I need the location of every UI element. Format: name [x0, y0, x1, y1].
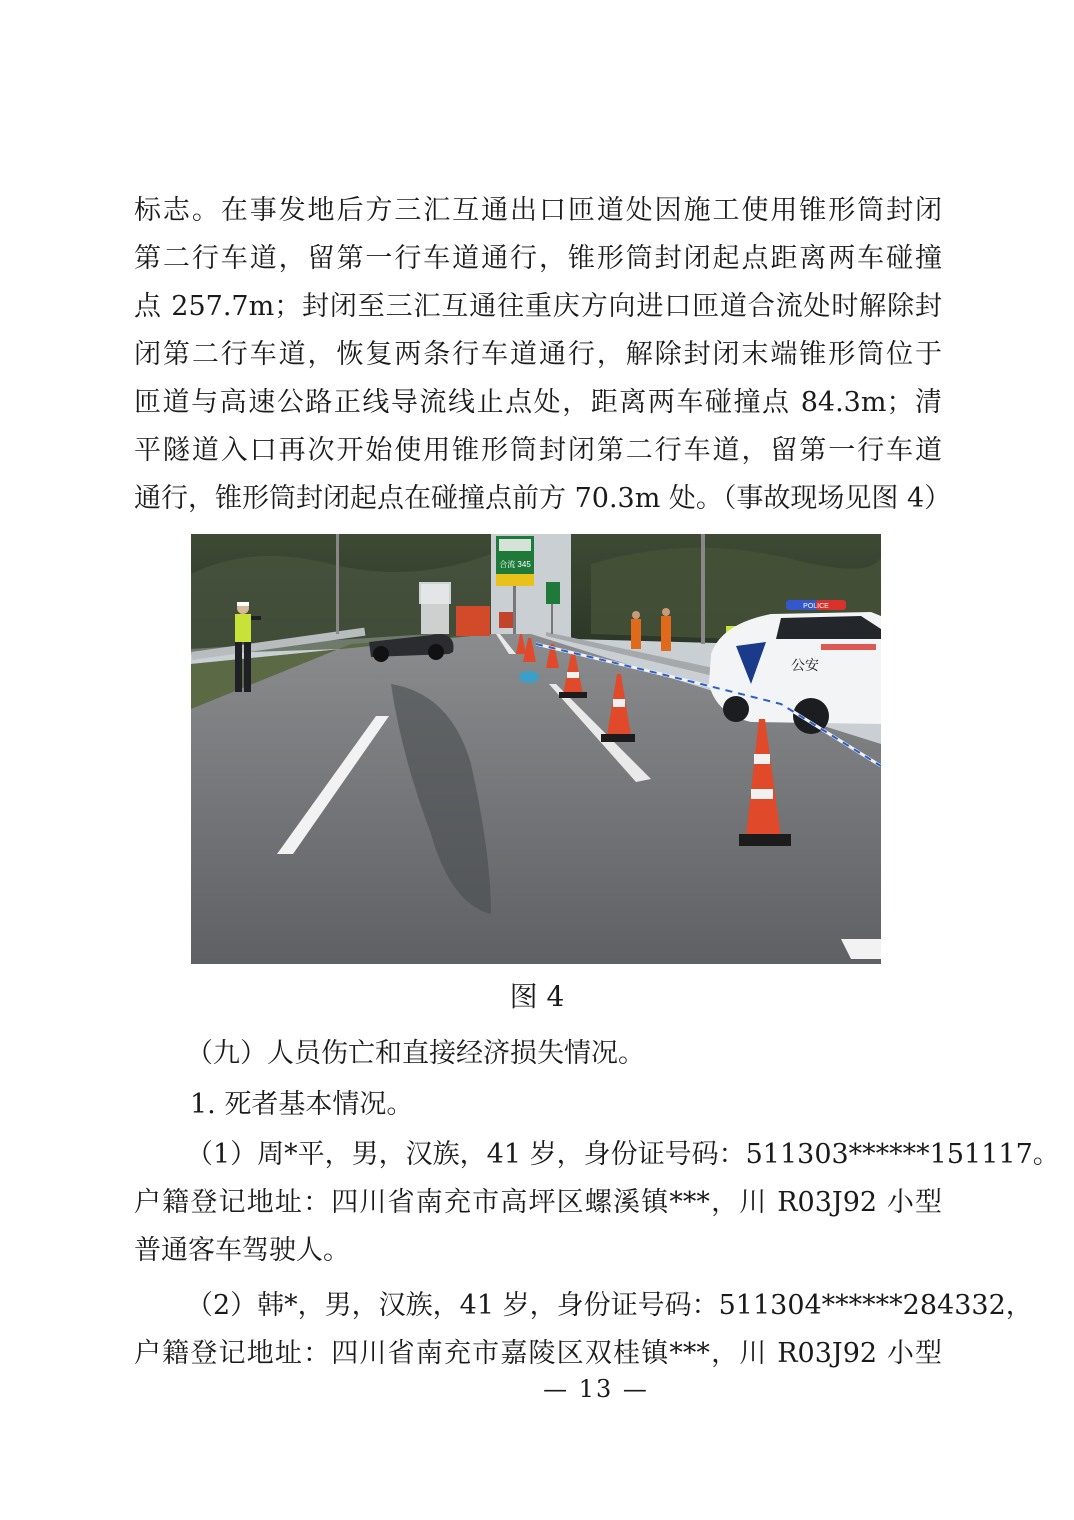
- text-line: 第二行车道，留第一行车道通行，锥形筒封闭起点距离两车碰撞: [134, 243, 942, 274]
- text-line: 户籍登记地址：四川省南充市嘉陵区双桂镇***，川 R03J92 小型: [134, 1338, 942, 1369]
- paragraph-person-1: [134, 1131, 1060, 1275]
- police-car-label: 公安: [791, 658, 819, 674]
- accident-scene-photo: [191, 534, 881, 964]
- text-line: 通行，锥形筒封闭起点在碰撞点前方 70.3m 处。（事故现场见图 4）: [134, 483, 952, 514]
- text-line: （2）韩*，男，汉族，41 岁，身份证号码：511304******284332，: [186, 1290, 1033, 1321]
- subheading-text: 1. 死者基本情况。: [190, 1089, 414, 1120]
- highway-sign-text: 合流 345: [499, 560, 531, 569]
- text-line: 平隧道入口再次开始使用锥形筒封闭第二行车道，留第一行车道: [134, 435, 942, 466]
- paragraph-road-closure: [134, 187, 952, 523]
- paragraph-person-2: [134, 1282, 1033, 1378]
- text-line: 普通客车驾驶人。: [134, 1235, 350, 1266]
- text-line: 标志。在事发地后方三汇互通出口匝道处因施工使用锥形筒封闭: [134, 195, 942, 226]
- section-heading: [134, 1030, 942, 1078]
- text-line: 点 257.7m；封闭至三汇互通往重庆方向进口匝道合流处时解除封: [134, 291, 942, 322]
- figure-caption: 图 4: [509, 980, 565, 1013]
- text-line: （1）周*平，男，汉族，41 岁，身份证号码：511303******151117。: [186, 1139, 1060, 1170]
- page-number: [0, 1375, 1074, 1403]
- section-heading-text: （九）人员伤亡和直接经济损失情况。: [186, 1038, 645, 1069]
- text-line: 匝道与高速公路正线导流线止点处，距离两车碰撞点 84.3m；清: [134, 387, 942, 418]
- police-light-label: POLICE: [803, 603, 829, 610]
- accident-scene-illustration: [191, 534, 881, 964]
- subheading: [134, 1081, 942, 1129]
- text-line: 户籍登记地址：四川省南充市高坪区螺溪镇***，川 R03J92 小型: [134, 1187, 942, 1218]
- text-line: 闭第二行车道，恢复两条行车道通行，解除封闭末端锥形筒位于: [134, 339, 942, 370]
- page-number-text: — 13 —: [543, 1375, 649, 1403]
